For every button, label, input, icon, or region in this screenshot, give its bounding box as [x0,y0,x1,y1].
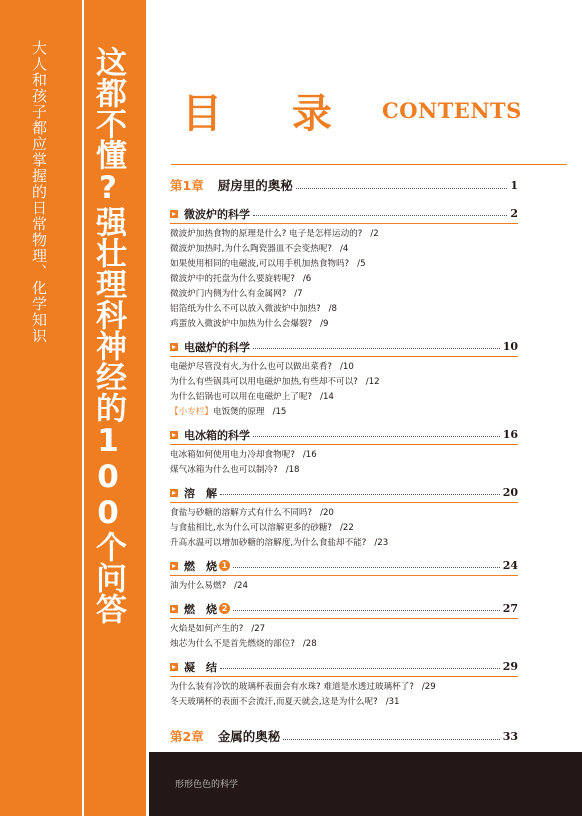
list-item[interactable] [170,579,518,594]
list-item[interactable] [170,521,518,536]
play-bullet-icon [170,431,178,439]
play-bullet-icon [170,210,178,218]
page-number: 1 [510,178,518,192]
item-page: /12 [365,377,380,387]
item-text: 铝箔纸为什么不可以放入微波炉中加热? [170,304,321,314]
spine-edge [146,0,149,816]
footer-series-name: 形形色色的科学 [175,780,239,790]
page-number: 24 [502,559,518,572]
list-item[interactable] [170,242,518,257]
list-item[interactable] [170,622,518,637]
section-rule [170,575,518,576]
list-item[interactable] [170,448,518,463]
item-page: /27 [251,624,266,634]
play-bullet-icon [170,605,178,613]
item-text: 烛芯为什么不是首先燃烧的部位? [170,639,295,649]
item-text: 微波炉门内侧为什么有金属网? [170,289,287,299]
play-bullet-icon [170,562,178,570]
section-title: 电磁炉的科学 [184,340,250,354]
section-title: 燃 烧 [184,602,217,616]
list-item[interactable] [170,536,518,551]
item-text: 鸡蛋放入微波炉中加热为什么会爆裂? [170,319,313,329]
item-page: /6 [302,274,312,284]
item-text: 电磁炉尽管没有火,为什么也可以做出菜肴? [170,362,332,372]
item-text: 煤气冰箱为什么也可以制冷? [170,465,278,475]
item-page: /24 [234,581,248,591]
column-item[interactable] [170,405,518,420]
list-item[interactable] [170,287,518,302]
list-item[interactable] [170,227,518,242]
chapter-2-entry[interactable] [170,722,518,750]
spine-subtitle: 大人和孩子都应掌握的日常物理、化学知识 [30,40,48,344]
list-item[interactable] [170,463,518,478]
item-page: /31 [385,697,400,707]
contents-heading-cn: 目 录 [182,91,360,137]
section-rule [170,356,518,357]
page-number: 10 [502,340,518,353]
dot-leader [220,668,500,669]
item-text: 如果使用相同的电磁波,可以用手机加热食物吗? [170,259,350,269]
section-title: 溶 解 [184,486,217,500]
dot-leader [296,188,508,189]
heading-rule [171,164,567,165]
page-number: 16 [502,428,518,441]
item-text: 微波炉中的托盘为什么要旋转呢? [170,274,295,284]
item-text: 电饭煲的原理 [212,407,265,417]
section-title: 微波炉的科学 [184,207,250,221]
item-text: 为什么有些锅具可以用电磁炉加热,有些却不可以? [170,377,358,387]
section-entry[interactable] [170,599,518,618]
list-item[interactable] [170,360,518,375]
list-item[interactable] [170,302,518,317]
list-item[interactable] [170,317,518,332]
chapter-1-entry[interactable] [170,171,518,199]
item-page: /22 [339,523,354,533]
item-page: /15 [272,407,287,417]
item-text: 微波炉加热时,为什么陶瓷器皿不会变热呢? [170,244,332,254]
section-rule [170,223,518,224]
chapter-number: 第2章 [170,729,204,744]
dot-leader [253,215,507,216]
list-item[interactable] [170,506,518,521]
list-item[interactable] [170,272,518,287]
item-page: /14 [320,392,334,402]
section-entry[interactable] [170,483,518,502]
item-page: /7 [294,289,303,299]
chapter-title: 厨房里的奥秘 [217,178,293,193]
item-page: /2 [370,229,379,239]
section-title: 燃 烧 [184,559,217,573]
item-text: 与食盐相比,水为什么可以溶解更多的砂糖? [170,523,332,533]
list-item[interactable] [170,695,518,710]
item-text: 微波炉加热食物的原理是什么? 电子是怎样运动的? [170,229,363,239]
spine-title: 这都不懂?强壮理科神经的100个问答 [90,46,126,624]
play-bullet-icon [170,343,178,351]
dot-leader [253,436,500,437]
column-tag: 【小专栏】 [170,407,213,417]
item-text: 为什么装有冷饮的玻璃杯表面会有水珠? 难道是水透过玻璃杯了? [170,682,414,692]
chapter-title: 金属的奥秘 [217,729,281,744]
contents-heading-en: CONTENTS [382,98,522,123]
item-page: /9 [320,319,329,329]
item-page: /5 [357,259,366,269]
item-text: 电冰箱如何使用电力冷却食物呢? [170,450,295,460]
item-text: 油为什么易燃? [170,581,227,591]
item-text: 食盐与砂糖的溶解方式有什么不同吗? [170,508,313,518]
section-title: 凝 结 [184,660,217,674]
section-rule [170,676,518,677]
number-badge: 2 [219,603,230,614]
dot-leader [233,567,500,568]
item-page: /23 [374,538,389,548]
item-page: /10 [339,362,354,372]
chapter-number: 第1章 [170,178,204,193]
section-rule [170,444,518,445]
page-number: 20 [502,486,518,499]
number-badge: 1 [219,560,230,571]
table-of-contents [170,171,518,778]
list-item[interactable] [170,375,518,390]
play-bullet-icon [170,489,178,497]
section-entry[interactable] [170,556,518,575]
item-text: 升高水温可以增加砂糖的溶解度,为什么食盐却不能? [170,538,367,548]
section-title: 电冰箱的科学 [184,428,250,442]
item-page: /16 [302,450,317,460]
list-item[interactable] [170,680,518,695]
page-number: 2 [510,207,518,220]
item-text: 为什么铝锅也可以用在电磁炉上了呢? [170,392,313,402]
play-bullet-icon [170,663,178,671]
dot-leader [283,739,499,740]
section-entry[interactable] [170,425,518,444]
list-item[interactable] [170,637,518,652]
section-rule [170,502,518,503]
item-page: /28 [302,639,317,649]
page-number: 33 [502,729,518,743]
item-text: 冬天玻璃杯的表面不会流汗,而夏天就会,这是为什么呢? [170,697,378,707]
dot-leader [233,610,500,611]
spine-divider [82,0,84,816]
item-page: /29 [421,682,436,692]
dot-leader [220,494,500,495]
list-item[interactable] [170,257,518,272]
section-rule [170,618,518,619]
item-page: /20 [320,508,334,518]
item-page: /8 [328,304,338,314]
list-item[interactable] [170,390,518,405]
item-page: /18 [285,465,300,475]
item-page: /4 [339,244,349,254]
section-entry[interactable] [170,204,518,223]
section-entry[interactable] [170,337,518,356]
section-entry[interactable] [170,657,518,676]
page-number: 29 [502,660,518,673]
page-number: 27 [502,602,518,615]
dot-leader [253,348,500,349]
item-text: 火焰是如何产生的? [170,624,244,634]
